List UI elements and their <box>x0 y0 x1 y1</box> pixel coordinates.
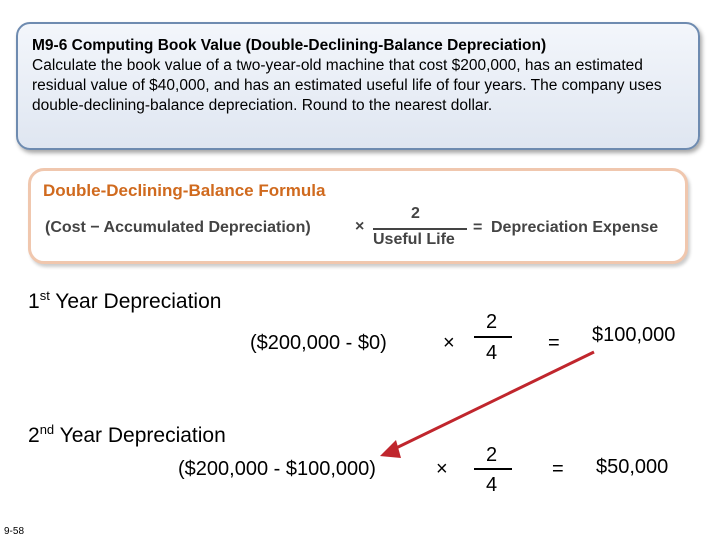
year2-suffix: nd <box>39 422 55 437</box>
year2-label: Year Depreciation <box>54 424 226 447</box>
year2-denominator: 4 <box>486 474 498 496</box>
formula-left-term: (Cost − Accumulated Depreciation) <box>45 219 311 236</box>
year1-suffix: st <box>39 288 50 303</box>
carry-forward-arrow-head <box>380 440 401 458</box>
year1-expression: ($200,000 - $0) <box>250 332 387 354</box>
problem-title: M9-6 Computing Book Value (Double-Declining-Balance Depreciation) <box>32 37 547 54</box>
year1-times: × <box>443 332 455 354</box>
year2-result: $50,000 <box>596 456 669 478</box>
formula-result: Depreciation Expense <box>491 219 659 236</box>
problem-body: Calculate the book value of a two-year-old machine that cost $200,000, has an estimated residual value of $40,000, and has an estimated useful life of four years. The company uses double-declining-balance depreciation. Round to the nearest dollar. <box>32 57 662 114</box>
carry-forward-arrow-line <box>392 352 594 450</box>
formula-times: × <box>355 218 365 235</box>
year1-equals: = <box>548 332 560 354</box>
year1-numerator: 2 <box>486 311 498 333</box>
year1-label: Year Depreciation <box>49 290 222 313</box>
formula-numerator: 2 <box>411 205 420 222</box>
year2-numerator: 2 <box>486 444 498 466</box>
slide-number: 9-58 <box>4 526 25 537</box>
formula-title: Double-Declining-Balance Formula <box>43 181 326 200</box>
formula-equals: = <box>473 219 483 236</box>
year2-ordinal: 2 <box>28 424 40 447</box>
formula-denominator: Useful Life <box>373 231 455 248</box>
year2-times: × <box>436 458 448 480</box>
year2-expression: ($200,000 - $100,000) <box>178 458 376 480</box>
year1-ordinal: 1 <box>28 290 40 313</box>
year1-result: $100,000 <box>592 324 676 346</box>
year1-denominator: 4 <box>486 342 498 364</box>
year2-equals: = <box>552 458 564 480</box>
